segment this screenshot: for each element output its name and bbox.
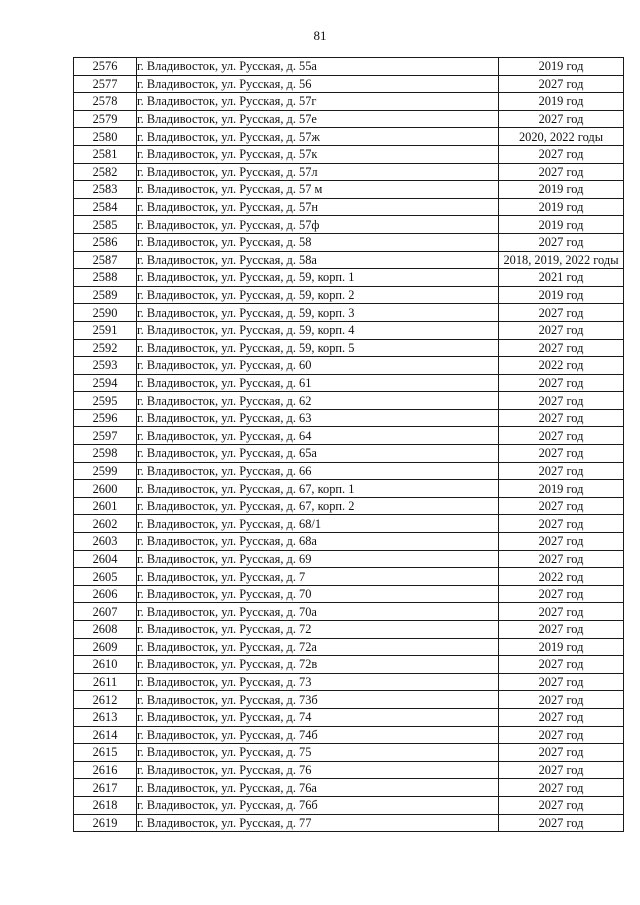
row-number-cell: 2586 <box>74 233 137 251</box>
row-number-cell: 2579 <box>74 110 137 128</box>
row-number-cell: 2584 <box>74 198 137 216</box>
row-number-cell: 2585 <box>74 216 137 234</box>
address-cell: г. Владивосток, ул. Русская, д. 58а <box>137 251 499 269</box>
row-number-cell: 2608 <box>74 621 137 639</box>
table-row <box>74 216 624 234</box>
registry-table <box>73 57 624 832</box>
year-cell: 2027 год <box>499 744 624 762</box>
year-cell: 2027 год <box>499 445 624 463</box>
address-cell: г. Владивосток, ул. Русская, д. 68а <box>137 533 499 551</box>
row-number-cell: 2591 <box>74 321 137 339</box>
row-number-cell: 2582 <box>74 163 137 181</box>
year-cell: 2027 год <box>499 796 624 814</box>
table-row <box>74 462 624 480</box>
table-row <box>74 75 624 93</box>
row-number-cell: 2588 <box>74 269 137 287</box>
table-row <box>74 374 624 392</box>
address-cell: г. Владивосток, ул. Русская, д. 57г <box>137 93 499 111</box>
table-row <box>74 691 624 709</box>
table-row <box>74 603 624 621</box>
address-cell: г. Владивосток, ул. Русская, д. 74 <box>137 708 499 726</box>
address-cell: г. Владивосток, ул. Русская, д. 72а <box>137 638 499 656</box>
table-row <box>74 339 624 357</box>
address-cell: г. Владивосток, ул. Русская, д. 57е <box>137 110 499 128</box>
year-cell: 2019 год <box>499 286 624 304</box>
row-number-cell: 2580 <box>74 128 137 146</box>
row-number-cell: 2587 <box>74 251 137 269</box>
year-cell: 2027 год <box>499 673 624 691</box>
year-cell: 2027 год <box>499 339 624 357</box>
address-cell: г. Владивосток, ул. Русская, д. 67, корп. 1 <box>137 480 499 498</box>
table-row <box>74 58 624 76</box>
row-number-cell: 2596 <box>74 409 137 427</box>
year-cell: 2027 год <box>499 321 624 339</box>
table-row <box>74 445 624 463</box>
row-number-cell: 2603 <box>74 533 137 551</box>
table-row <box>74 269 624 287</box>
row-number-cell: 2600 <box>74 480 137 498</box>
row-number-cell: 2605 <box>74 568 137 586</box>
year-cell: 2027 год <box>499 621 624 639</box>
table-row <box>74 673 624 691</box>
year-cell: 2022 год <box>499 568 624 586</box>
year-cell: 2027 год <box>499 515 624 533</box>
row-number-cell: 2616 <box>74 761 137 779</box>
year-cell: 2019 год <box>499 198 624 216</box>
year-cell: 2027 год <box>499 304 624 322</box>
year-cell: 2027 год <box>499 708 624 726</box>
year-cell: 2027 год <box>499 656 624 674</box>
table-row <box>74 550 624 568</box>
address-cell: г. Владивосток, ул. Русская, д. 59, корп. 4 <box>137 321 499 339</box>
address-cell: г. Владивосток, ул. Русская, д. 61 <box>137 374 499 392</box>
address-cell: г. Владивосток, ул. Русская, д. 63 <box>137 409 499 427</box>
address-cell: г. Владивосток, ул. Русская, д. 76б <box>137 796 499 814</box>
row-number-cell: 2615 <box>74 744 137 762</box>
year-cell: 2019 год <box>499 181 624 199</box>
page-number: 81 <box>313 28 327 43</box>
address-cell: г. Владивосток, ул. Русская, д. 55а <box>137 58 499 76</box>
table-row <box>74 638 624 656</box>
address-cell: г. Владивосток, ул. Русская, д. 75 <box>137 744 499 762</box>
table-row <box>74 533 624 551</box>
table-row <box>74 181 624 199</box>
table-row <box>74 163 624 181</box>
year-cell: 2019 год <box>499 480 624 498</box>
row-number-cell: 2612 <box>74 691 137 709</box>
table-row <box>74 585 624 603</box>
address-cell: г. Владивосток, ул. Русская, д. 62 <box>137 392 499 410</box>
year-cell: 2019 год <box>499 93 624 111</box>
year-cell: 2022 год <box>499 357 624 375</box>
year-cell: 2027 год <box>499 585 624 603</box>
address-cell: г. Владивосток, ул. Русская, д. 67, корп. 2 <box>137 497 499 515</box>
address-cell: г. Владивосток, ул. Русская, д. 74б <box>137 726 499 744</box>
year-cell: 2027 год <box>499 462 624 480</box>
year-cell: 2027 год <box>499 814 624 832</box>
table-row <box>74 480 624 498</box>
table-row <box>74 568 624 586</box>
row-number-cell: 2597 <box>74 427 137 445</box>
row-number-cell: 2602 <box>74 515 137 533</box>
row-number-cell: 2619 <box>74 814 137 832</box>
row-number-cell: 2594 <box>74 374 137 392</box>
address-cell: г. Владивосток, ул. Русская, д. 69 <box>137 550 499 568</box>
year-cell: 2019 год <box>499 638 624 656</box>
address-cell: г. Владивосток, ул. Русская, д. 59, корп. 5 <box>137 339 499 357</box>
address-cell: г. Владивосток, ул. Русская, д. 76 <box>137 761 499 779</box>
row-number-cell: 2618 <box>74 796 137 814</box>
year-cell: 2027 год <box>499 691 624 709</box>
table-row <box>74 796 624 814</box>
row-number-cell: 2601 <box>74 497 137 515</box>
year-cell: 2027 год <box>499 726 624 744</box>
row-number-cell: 2617 <box>74 779 137 797</box>
table-row <box>74 286 624 304</box>
table-row <box>74 427 624 445</box>
row-number-cell: 2609 <box>74 638 137 656</box>
row-number-cell: 2578 <box>74 93 137 111</box>
address-cell: г. Владивосток, ул. Русская, д. 73б <box>137 691 499 709</box>
year-cell: 2018, 2019, 2022 годы <box>499 251 624 269</box>
row-number-cell: 2589 <box>74 286 137 304</box>
address-cell: г. Владивосток, ул. Русская, д. 57к <box>137 145 499 163</box>
table-row <box>74 744 624 762</box>
year-cell: 2027 год <box>499 550 624 568</box>
year-cell: 2027 год <box>499 603 624 621</box>
table-row <box>74 392 624 410</box>
table-row <box>74 198 624 216</box>
address-cell: г. Владивосток, ул. Русская, д. 57ж <box>137 128 499 146</box>
row-number-cell: 2613 <box>74 708 137 726</box>
table-row <box>74 656 624 674</box>
table-row <box>74 251 624 269</box>
address-cell: г. Владивосток, ул. Русская, д. 59, корп. 2 <box>137 286 499 304</box>
table-row <box>74 621 624 639</box>
table-row <box>74 497 624 515</box>
address-cell: г. Владивосток, ул. Русская, д. 72 <box>137 621 499 639</box>
row-number-cell: 2606 <box>74 585 137 603</box>
table-row <box>74 110 624 128</box>
address-cell: г. Владивосток, ул. Русская, д. 7 <box>137 568 499 586</box>
address-cell: г. Владивосток, ул. Русская, д. 76а <box>137 779 499 797</box>
table-row <box>74 93 624 111</box>
address-cell: г. Владивосток, ул. Русская, д. 57ф <box>137 216 499 234</box>
address-cell: г. Владивосток, ул. Русская, д. 68/1 <box>137 515 499 533</box>
table-row <box>74 409 624 427</box>
year-cell: 2019 год <box>499 216 624 234</box>
row-number-cell: 2590 <box>74 304 137 322</box>
table-row <box>74 761 624 779</box>
address-cell: г. Владивосток, ул. Русская, д. 59, корп. 3 <box>137 304 499 322</box>
year-cell: 2027 год <box>499 145 624 163</box>
address-cell: г. Владивосток, ул. Русская, д. 57н <box>137 198 499 216</box>
table-row <box>74 145 624 163</box>
address-cell: г. Владивосток, ул. Русская, д. 70а <box>137 603 499 621</box>
address-cell: г. Владивосток, ул. Русская, д. 77 <box>137 814 499 832</box>
address-cell: г. Владивосток, ул. Русская, д. 56 <box>137 75 499 93</box>
address-cell: г. Владивосток, ул. Русская, д. 57 м <box>137 181 499 199</box>
year-cell: 2027 год <box>499 497 624 515</box>
table-row <box>74 304 624 322</box>
table-row <box>74 321 624 339</box>
table-row <box>74 357 624 375</box>
registry-table-body <box>74 58 624 832</box>
table-row <box>74 708 624 726</box>
address-cell: г. Владивосток, ул. Русская, д. 66 <box>137 462 499 480</box>
row-number-cell: 2583 <box>74 181 137 199</box>
address-cell: г. Владивосток, ул. Русская, д. 57л <box>137 163 499 181</box>
year-cell: 2027 год <box>499 392 624 410</box>
year-cell: 2027 год <box>499 374 624 392</box>
year-cell: 2027 год <box>499 110 624 128</box>
address-cell: г. Владивосток, ул. Русская, д. 58 <box>137 233 499 251</box>
year-cell: 2027 год <box>499 779 624 797</box>
table-row <box>74 726 624 744</box>
table-row <box>74 814 624 832</box>
year-cell: 2027 год <box>499 533 624 551</box>
row-number-cell: 2595 <box>74 392 137 410</box>
row-number-cell: 2604 <box>74 550 137 568</box>
address-cell: г. Владивосток, ул. Русская, д. 60 <box>137 357 499 375</box>
year-cell: 2027 год <box>499 233 624 251</box>
year-cell: 2027 год <box>499 427 624 445</box>
year-cell: 2027 год <box>499 75 624 93</box>
row-number-cell: 2611 <box>74 673 137 691</box>
row-number-cell: 2592 <box>74 339 137 357</box>
row-number-cell: 2593 <box>74 357 137 375</box>
table-row <box>74 779 624 797</box>
year-cell: 2027 год <box>499 163 624 181</box>
row-number-cell: 2599 <box>74 462 137 480</box>
address-cell: г. Владивосток, ул. Русская, д. 73 <box>137 673 499 691</box>
table-row <box>74 515 624 533</box>
address-cell: г. Владивосток, ул. Русская, д. 59, корп. 1 <box>137 269 499 287</box>
year-cell: 2027 год <box>499 409 624 427</box>
row-number-cell: 2610 <box>74 656 137 674</box>
row-number-cell: 2607 <box>74 603 137 621</box>
row-number-cell: 2598 <box>74 445 137 463</box>
row-number-cell: 2614 <box>74 726 137 744</box>
row-number-cell: 2577 <box>74 75 137 93</box>
row-number-cell: 2576 <box>74 58 137 76</box>
year-cell: 2027 год <box>499 761 624 779</box>
table-row <box>74 128 624 146</box>
address-cell: г. Владивосток, ул. Русская, д. 70 <box>137 585 499 603</box>
year-cell: 2021 год <box>499 269 624 287</box>
year-cell: 2019 год <box>499 58 624 76</box>
year-cell: 2020, 2022 годы <box>499 128 624 146</box>
table-row <box>74 233 624 251</box>
address-cell: г. Владивосток, ул. Русская, д. 65а <box>137 445 499 463</box>
address-cell: г. Владивосток, ул. Русская, д. 64 <box>137 427 499 445</box>
row-number-cell: 2581 <box>74 145 137 163</box>
address-cell: г. Владивосток, ул. Русская, д. 72в <box>137 656 499 674</box>
